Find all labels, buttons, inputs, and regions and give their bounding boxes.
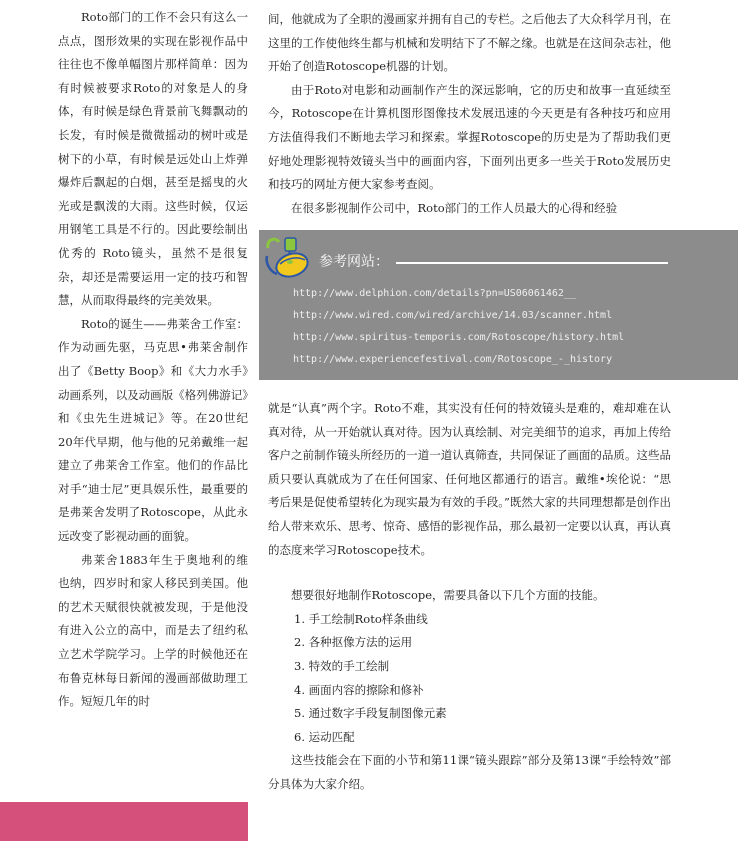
paragraph-gap [268, 562, 671, 584]
right-paragraph-3: 在很多影视制作公司中，Roto部门的工作人员最大的心得和经验 [291, 200, 618, 215]
skill-item-2: 2. 各种抠像方法的运用 [294, 635, 413, 650]
right-paragraph-4: 就是“认真”两个字。Roto不难，其实没有任何的特效镜头是难的，难却难在认真对待，从一开始就认真对待。因为认真绘制、对完美细节的追求，再加上传给客户之前制作镜头所经历的一道一道认真筛查，共同保证了画面的品质。这些品质只要认真就成为了在任何国家、任何地区都通行的语言。戴维•埃伦说：“思考后果是促使希望转化为现实最为有效的手段。”既然大家的共同理想都是创作出给人带来欢乐、思考、惊奇、感悟的影视作品，那么最初一定要以认真，再认真的态度来学习Rotoscope技术。 [268, 401, 671, 557]
left-paragraph-3: 弗莱舍1883年生于奥地利的维也纳，四岁时和家人移民到美国。他的艺术天赋很快就被发现，于是他没有进入公立的高中，而是去了纽约私立艺术学院学习。上学的时候他还在布鲁克林每日新闻的漫画部做助理工作。短短几年的时 [58, 552, 248, 709]
reference-sites-title: 参考网站： [319, 254, 389, 270]
title-rule [396, 262, 668, 264]
left-paragraph-1: Roto部门的工作不会只有这么一点点，图形效果的实现在影视作品中往往也不像单幅图片那样简单：因为有时候被要求Roto的对象是人的身体，有时候是绿色背景前飞舞飘动的长发，有时候是微微摇动的树叶或是树下的小草，有时候是远处山上炸弹爆炸后飘起的白烟，甚至是摇曳的火光或是飘泼的大雨。这些时候，仅运用钢笔工具是不行的。因此要绘制出优秀的 Roto镜头，虽然不是很复杂，却还是需要运用一定的技巧和智慧，从而取得最终的完美效果。 [58, 10, 248, 308]
reference-link-3[interactable]: http://www.spiritus-temporis.com/Rotoscope/history.html [293, 332, 625, 343]
reference-link-1[interactable]: http://www.delphion.com/details?pn=US06061462__ [293, 288, 576, 299]
mouse-icon [263, 234, 319, 280]
skill-item-4: 4. 画面内容的擦除和修补 [294, 682, 424, 697]
skill-item-5: 5. 通过数字手段复制图像元素 [294, 706, 447, 721]
left-column [58, 6, 248, 714]
right-paragraph-2: 由于Roto对电影和动画制作产生的深远影响，它的历史和故事一直延续至今，Rotoscope在计算机图形图像技术发展迅速的今天更是有各种技巧和应用方法值得我们不断地去学习和探索。掌握Rotoscope的历史是为了帮助我们更好地处理影视特效镜头当中的画面内容，下面列出更多一些关于Roto发展历史和技巧的网址方便大家参考查阅。 [268, 82, 671, 192]
right-column-bottom [268, 397, 671, 797]
skills-intro: 想要很好地制作Rotoscope，需要具备以下几个方面的技能。 [291, 588, 605, 603]
skills-outro: 这些技能会在下面的小节和第11课“镜头跟踪”部分及第13课“手绘特效”部分具体为大家介绍。 [268, 753, 671, 791]
page-accent-bar [0, 802, 248, 841]
reference-sites-box [259, 230, 738, 380]
reference-link-4[interactable]: http://www.experiencefestival.com/Rotoscope_-_history [293, 354, 613, 365]
right-paragraph-1: 间，他就成为了全职的漫画家并拥有自己的专栏。之后他去了大众科学月刊，在这里的工作使他终生都与机械和发明结下了不解之缘。也就是在这间杂志社，他开始了创造Rotoscope机器的计划。 [268, 12, 671, 74]
reference-link-2[interactable]: http://www.wired.com/wired/archive/14.03/scanner.html [293, 310, 613, 321]
skill-item-3: 3. 特效的手工绘制 [294, 658, 390, 673]
reference-links [293, 283, 624, 371]
skill-item-6: 6. 运动匹配 [294, 729, 355, 744]
skill-item-1: 1. 手工绘制Roto样条曲线 [294, 611, 428, 626]
left-paragraph-2: Roto的诞生——弗莱舍工作室：作为动画先驱，马克思•弗莱舍制作出了《Betty Boop》和《大力水手》动画系列，以及动画版《格列佛游记》和《虫先生进城记》等。在20世纪20年代早期，他与他的兄弟戴维一起建立了弗莱舍工作室。他们的作品比对手“迪士尼”更具娱乐性，最重要的是弗莱舍发明了Rotoscope，从此永远改变了影视动画的面貌。 [58, 316, 248, 544]
right-column-top [268, 8, 671, 220]
skills-list [268, 608, 671, 750]
